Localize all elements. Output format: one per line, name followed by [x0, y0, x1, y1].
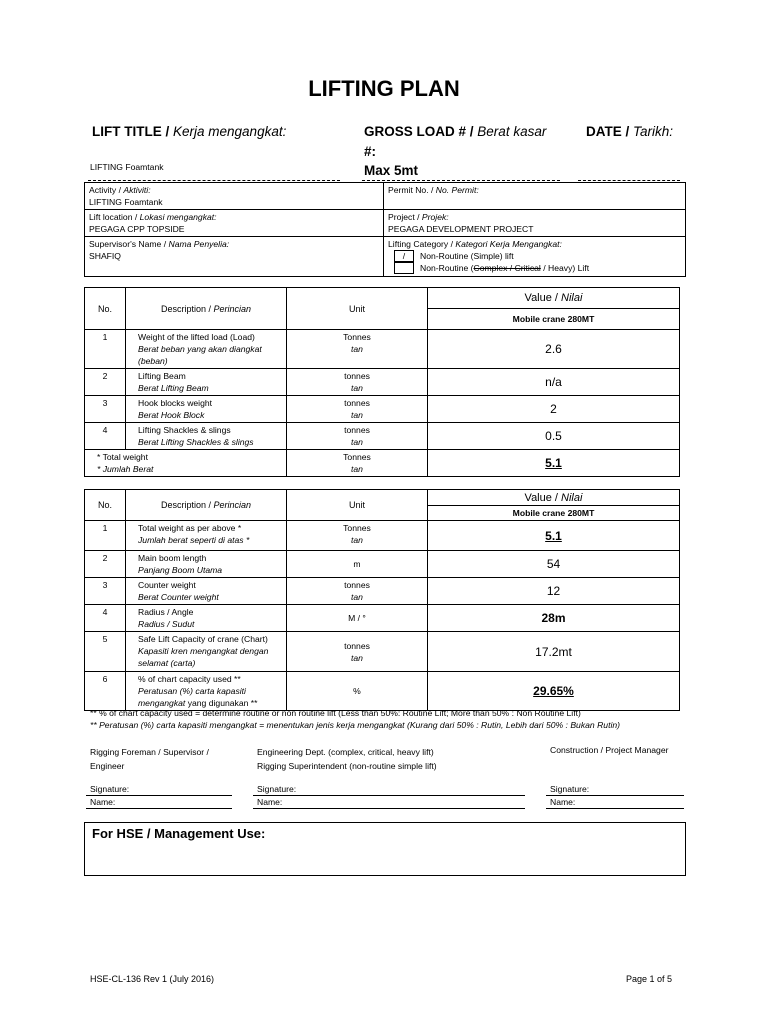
- permit-cell[interactable]: Permit No. / No. Permit:: [384, 183, 686, 210]
- date-label: DATE / Tarikh:: [586, 124, 674, 139]
- table-row: [85, 521, 680, 551]
- category-simple-label: Non-Routine (Simple) lift: [420, 251, 514, 261]
- t2-row5-value[interactable]: 17.2mt: [428, 632, 680, 672]
- t2-row2-no: 2: [85, 551, 126, 578]
- hse-management-box[interactable]: [84, 822, 686, 876]
- date-line: [578, 180, 680, 181]
- sig2-name-field[interactable]: [253, 808, 525, 809]
- t1-row4-value[interactable]: 0.5: [428, 423, 680, 450]
- location-value: PEGAGA CPP TOPSIDE: [89, 224, 185, 234]
- t2-row3-no: 3: [85, 578, 126, 605]
- t2-row3-desc: Counter weight Berat Counter weight: [126, 578, 287, 605]
- table-row: [85, 605, 680, 632]
- t1-row3-unit: tonnes tan: [287, 396, 428, 423]
- table-row: [85, 423, 680, 450]
- category-complex-label: Non-Routine (Complex / Critical / Heavy) Lift: [420, 263, 590, 273]
- gross-load-line: [362, 180, 560, 181]
- hse-label: For HSE / Management Use:: [92, 826, 266, 841]
- t2-row4-value[interactable]: 28m: [428, 605, 680, 632]
- note-en: ** % of chart capacity used = determine routine or non routine lift (Less than 50%: Routine Lift; More than 50% : Non Routine Lift): [90, 708, 581, 718]
- sig2-name-label: Name:: [257, 797, 283, 807]
- sig3-name-field[interactable]: [546, 808, 684, 809]
- table-row: [85, 396, 680, 423]
- lift-info-table: [84, 182, 686, 277]
- activity-cell[interactable]: Activity / Aktiviti: LIFTING Foamtank: [85, 183, 384, 210]
- sig-col3-title: Construction / Project Manager: [550, 745, 669, 755]
- table-row-total: [85, 450, 680, 477]
- t1-header-value: Value / Nilai: [428, 288, 680, 309]
- gross-load-value[interactable]: Max 5mt: [364, 163, 419, 178]
- t1-header-desc: Description / Perincian: [126, 288, 287, 330]
- category-complex-checkbox[interactable]: [394, 262, 414, 274]
- t2-row2-value[interactable]: 54: [428, 551, 680, 578]
- t1-row1-desc: Weight of the lifted load (Load) Berat beban yang akan diangkat (beban): [126, 330, 287, 369]
- t1-row3-value[interactable]: 2: [428, 396, 680, 423]
- footer-page-number: Page 1 of 5: [626, 974, 673, 984]
- t2-row6-value[interactable]: 29.65%: [428, 672, 680, 711]
- t1-row1-no: 1: [85, 330, 126, 369]
- sig1-name-label: Name:: [90, 797, 116, 807]
- sig-col1-title: Rigging Foreman / Supervisor / Engineer: [90, 747, 209, 771]
- page-title: LIFTING PLAN: [308, 76, 460, 101]
- t1-total-value[interactable]: 5.1: [428, 450, 680, 477]
- lift-title-label: LIFT TITLE / Kerja mengangkat:: [92, 124, 287, 139]
- supervisor-value: SHAFIQ: [89, 251, 121, 261]
- t2-row1-unit: Tonnes tan: [287, 521, 428, 551]
- gross-load-hash: #:: [364, 144, 377, 159]
- project-cell[interactable]: Project / Projek: PEGAGA DEVELOPMENT PROJECT: [384, 210, 686, 237]
- crane-capacity-table: [84, 489, 680, 711]
- category-cell: Lifting Category / Kategori Kerja Mengangkat: / Non-Routine (Simple) lift Non-Routine (Complex / Critical / Heavy) Lift: [384, 237, 686, 277]
- t2-row3-unit: tonnes tan: [287, 578, 428, 605]
- t1-row2-value[interactable]: n/a: [428, 369, 680, 396]
- t2-row4-desc: Radius / Angle Radius / Sudut: [126, 605, 287, 632]
- t1-row3-no: 3: [85, 396, 126, 423]
- table-row: [85, 551, 680, 578]
- t1-total-unit: Tonnes tan: [287, 450, 428, 477]
- t2-header-unit: Unit: [287, 490, 428, 521]
- footer-doc-ref: HSE-CL-136 Rev 1 (July 2016): [90, 974, 215, 984]
- t2-row6-unit: %: [287, 672, 428, 711]
- table-row: [85, 672, 680, 711]
- sig3-name-label: Name:: [550, 797, 576, 807]
- t1-row2-desc: Lifting Beam Berat Lifting Beam: [126, 369, 287, 396]
- table-row: [85, 578, 680, 605]
- category-simple-checkbox[interactable]: /: [394, 250, 414, 262]
- t2-row3-value[interactable]: 12: [428, 578, 680, 605]
- sig1-signature-label: Signature:: [90, 784, 130, 794]
- t2-row2-desc: Main boom length Panjang Boom Utama: [126, 551, 287, 578]
- sig1-signature-field[interactable]: [86, 795, 232, 796]
- lift-title-value[interactable]: LIFTING Foamtank: [90, 162, 164, 172]
- t2-row2-unit: m: [287, 551, 428, 578]
- sig3-signature-field[interactable]: [546, 795, 684, 796]
- t1-row1-value[interactable]: 2.6: [428, 330, 680, 369]
- t2-row4-no: 4: [85, 605, 126, 632]
- t2-row1-no: 1: [85, 521, 126, 551]
- t2-row5-no: 5: [85, 632, 126, 672]
- t1-header-no: No.: [85, 288, 126, 330]
- supervisor-cell[interactable]: Supervisor's Name / Nama Penyelia: SHAFIQ: [85, 237, 384, 277]
- sig2-signature-field[interactable]: [253, 795, 525, 796]
- location-cell[interactable]: Lift location / Lokasi mengangkat: PEGAGA CPP TOPSIDE: [85, 210, 384, 237]
- table-row: [85, 330, 680, 369]
- t2-row4-unit: M / °: [287, 605, 428, 632]
- t2-header-desc: Description / Perincian: [126, 490, 287, 521]
- t1-total-desc: * Total weight * Jumlah Berat: [85, 450, 287, 477]
- t1-header-crane: Mobile crane 280MT: [428, 309, 680, 330]
- t1-row2-unit: tonnes tan: [287, 369, 428, 396]
- t1-row4-desc: Lifting Shackles & slings Berat Lifting Shackles & slings: [126, 423, 287, 450]
- gross-load-label: GROSS LOAD # / Berat kasar: [364, 124, 547, 139]
- lift-title-line: [88, 180, 340, 181]
- activity-value: LIFTING Foamtank: [89, 197, 163, 207]
- t1-row4-no: 4: [85, 423, 126, 450]
- t2-header-crane: Mobile crane 280MT: [428, 506, 680, 521]
- t1-header-unit: Unit: [287, 288, 428, 330]
- t2-row6-no: 6: [85, 672, 126, 711]
- t1-row2-no: 2: [85, 369, 126, 396]
- t2-row1-value[interactable]: 5.1: [428, 521, 680, 551]
- sig1-name-field[interactable]: [86, 808, 232, 809]
- sig-col2-title: Engineering Dept. (complex, critical, heavy lift) Rigging Superintendent (non-routine simple lift): [257, 747, 437, 771]
- t2-row1-desc: Total weight as per above * Jumlah berat seperti di atas *: [126, 521, 287, 551]
- project-value: PEGAGA DEVELOPMENT PROJECT: [388, 224, 534, 234]
- t2-row6-desc: % of chart capacity used ** Peratusan (%) carta kapasiti mengangkat yang digunakan **: [126, 672, 287, 711]
- table-row: [85, 369, 680, 396]
- t2-row5-unit: tonnes tan: [287, 632, 428, 672]
- table-row: [85, 632, 680, 672]
- t2-row5-desc: Safe Lift Capacity of crane (Chart) Kapasiti kren mengangkat dengan selamat (carta): [126, 632, 287, 672]
- sig2-signature-label: Signature:: [257, 784, 297, 794]
- load-weight-table: [84, 287, 680, 477]
- sig3-signature-label: Signature:: [550, 784, 590, 794]
- t2-header-value: Value / Nilai: [428, 490, 680, 506]
- note-ms: ** Peratusan (%) carta kapasiti mengangkat = menentukan jenis kerja mengangkat (Kurang dari 50% : Rutin, Lebih dari 50% : Bukan Rutin): [90, 720, 621, 730]
- t1-row3-desc: Hook blocks weight Berat Hook Block: [126, 396, 287, 423]
- t1-row1-unit: Tonnes tan: [287, 330, 428, 369]
- t2-header-no: No.: [85, 490, 126, 521]
- t1-row4-unit: tonnes tan: [287, 423, 428, 450]
